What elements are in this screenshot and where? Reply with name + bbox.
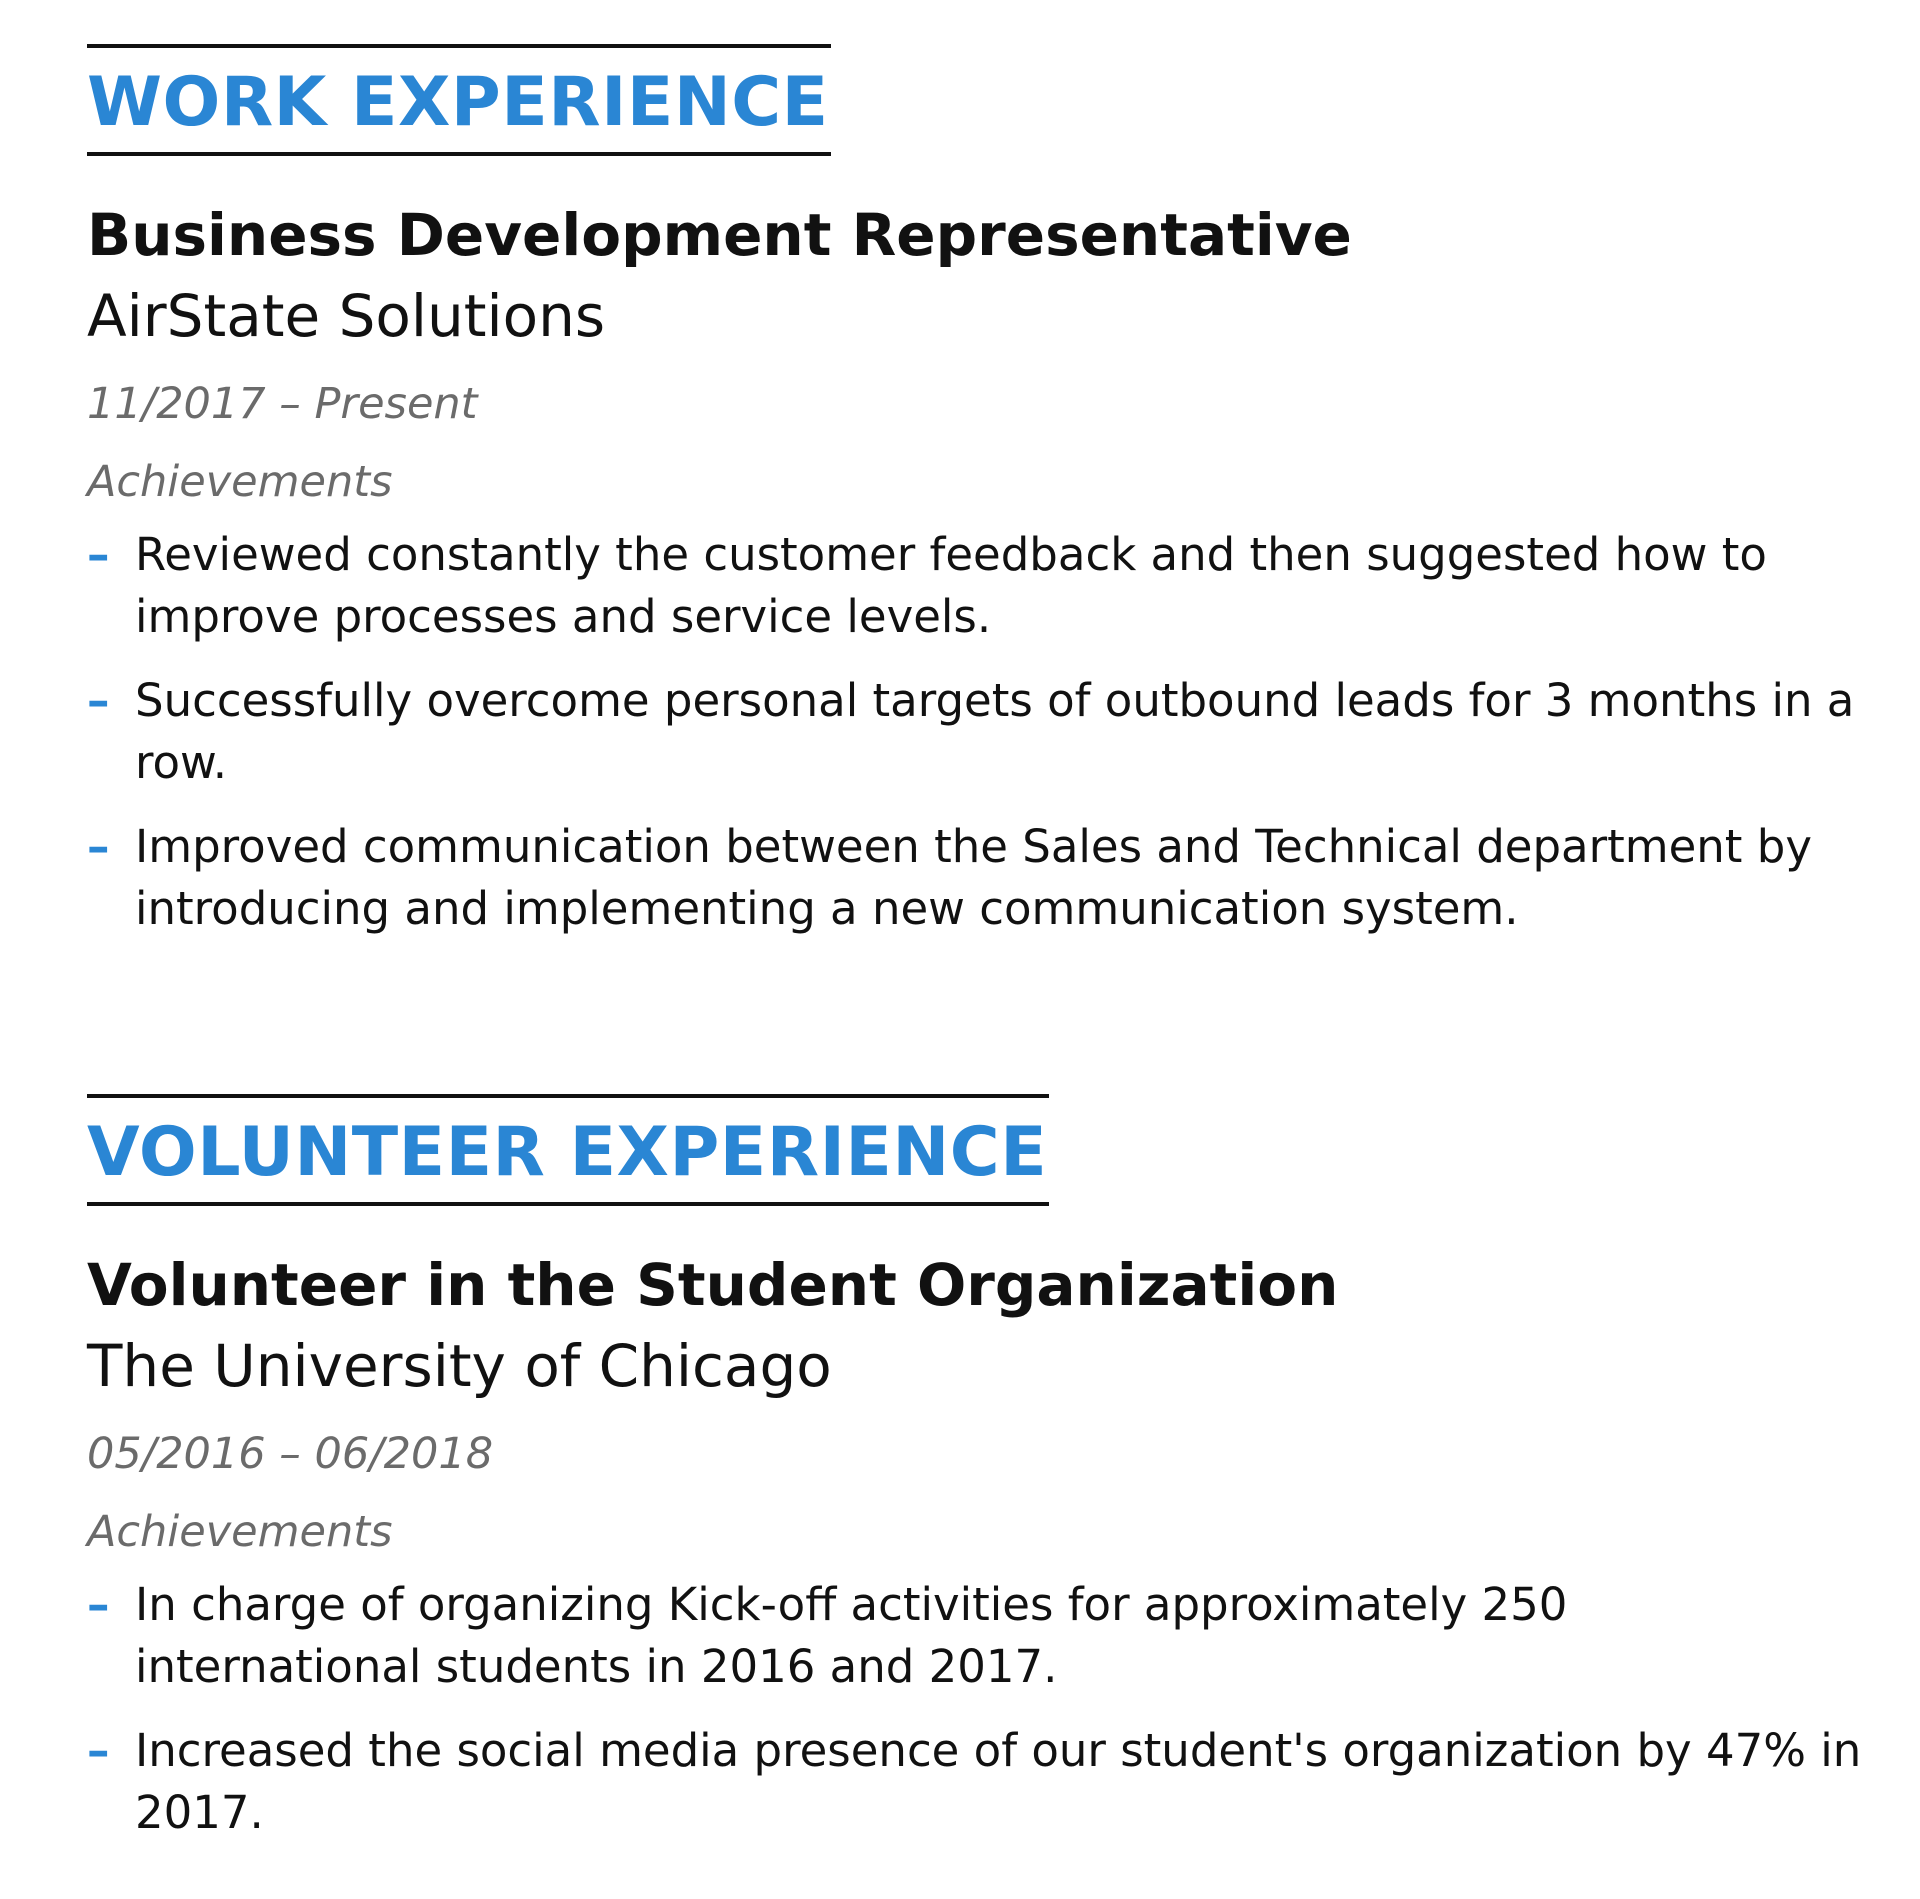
achievements-list bbox=[87, 524, 1867, 940]
achievement-item bbox=[87, 1574, 1867, 1698]
experience-entry bbox=[87, 1246, 1867, 1844]
achievement-item bbox=[87, 816, 1867, 940]
achievement-item bbox=[87, 670, 1867, 794]
achievement-text: Improved communication between the Sales and Technical department by introducing and implementing a new communication system. bbox=[135, 820, 1812, 935]
achievements-label: Achievements bbox=[87, 457, 393, 507]
dash-bullet-icon: – bbox=[87, 528, 110, 581]
achievement-item bbox=[87, 1720, 1867, 1844]
dash-bullet-icon: – bbox=[87, 1724, 110, 1777]
achievements-label: Achievements bbox=[87, 1507, 393, 1557]
work-experience-section bbox=[87, 44, 1867, 962]
job-title: Business Development Representative bbox=[87, 201, 1352, 269]
dash-bullet-icon: – bbox=[87, 1578, 110, 1631]
dash-bullet-icon: – bbox=[87, 820, 110, 873]
achievement-text: Reviewed constantly the customer feedback and then suggested how to improve processes and service levels. bbox=[135, 528, 1767, 643]
date-range: 05/2016 – 06/2018 bbox=[87, 1429, 494, 1479]
section-heading: VOLUNTEER EXPERIENCE bbox=[87, 1094, 1049, 1206]
date-range: 11/2017 – Present bbox=[87, 379, 478, 429]
organization-name: AirState Solutions bbox=[87, 282, 606, 350]
achievement-text: In charge of organizing Kick-off activities for approximately 250 international students in 2016 and 2017. bbox=[135, 1578, 1568, 1693]
achievement-text: Successfully overcome personal targets of outbound leads for 3 months in a row. bbox=[135, 674, 1855, 789]
achievement-text: Increased the social media presence of our student's organization by 47% in 2017. bbox=[135, 1724, 1862, 1839]
achievements-list bbox=[87, 1574, 1867, 1844]
experience-entry bbox=[87, 196, 1867, 940]
volunteer-experience-section bbox=[87, 1094, 1867, 1866]
section-heading: WORK EXPERIENCE bbox=[87, 44, 831, 156]
dash-bullet-icon: – bbox=[87, 674, 110, 727]
organization-name: The University of Chicago bbox=[87, 1332, 832, 1400]
achievement-item bbox=[87, 524, 1867, 648]
job-title: Volunteer in the Student Organization bbox=[87, 1251, 1339, 1319]
